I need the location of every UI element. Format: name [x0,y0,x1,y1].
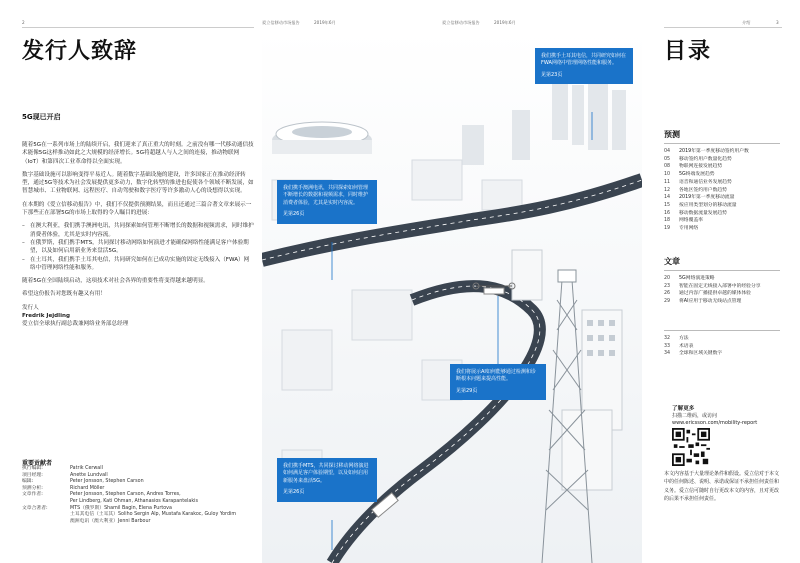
toc-forecast-n: 11 [664,179,671,185]
callout-ai-page: 见第29页 [456,387,478,394]
toc-article-row[interactable] [664,275,784,283]
toc-misc-n: 33 [664,343,671,349]
header-rule-left [22,27,254,28]
toc-forecast-t: 网络覆盖率 [679,218,703,224]
callout-russia-text: 我们携手MTS，共同探讨移动网络演进如何满足客户体验期望，以及如何启用新服务来盘活5G。 [283,463,369,484]
toc-forecast-t: 移动数据流量发展趋势 [679,210,727,216]
contributor-v: Anette Lundvall [70,472,108,478]
toc-forecast-n: 08 [664,164,671,170]
toc-articles-list [664,275,784,306]
toc-articles-rule [664,270,780,271]
toc-article-n: 29 [664,299,671,305]
contributor-k [22,499,70,506]
market-bullets [22,222,254,272]
contributor-row [22,473,270,480]
contributor-v: MTS（俄罗斯）Shamil Bagin, Elena Purtova [70,505,172,511]
paragraph-1: 随着5G在一系列市场上的陆续开启，我们迎来了真正重大的时刻。之前没有哪一代移动通信技术能像5G这样推动如此之大规模的经济增长。5G将超越人与人之间的连接，推动物联网（IoT）和第四次工业革命得以全面实现。 [22,142,254,165]
toc-article-t: 将AI应用于移动无线站点管理 [679,299,742,305]
contributor-v: Patrik Cerwall [70,466,103,471]
disclaimer-text: 本文内容基于大量理论条件和假设。爱立信对于本文中的任何陈述、说明、承诺或保证不承担任何责任和义务。爱立信可随时自行更改本文的内容，且对更改的后果不承担任何责任。 [664,471,780,502]
toc-articles-heading: 文章 [664,257,680,266]
contributor-k: 预测分析: [22,485,43,491]
toc-forecast-n: 15 [664,202,671,208]
toc-forecast-t: 2019年第一季度移动流量 [679,195,735,201]
right-report-name: 爱立信移动市场报告 [442,20,480,25]
contributor-v: Per Lindberg, Kati Ohman, Athanasios Karapantelakis [70,498,198,504]
wish-line: 希望这份报告对您既有趣又有用！ [22,291,106,298]
callout-connectors [262,30,642,563]
contributor-k: 编辑: [22,479,34,485]
page-title-contents: 目录 [664,39,713,64]
right-section-name: 介绍 [742,20,751,25]
contributor-k: 执行编辑: [22,466,43,471]
callout-russia-page: 见第26页 [283,489,305,496]
toc-forecast-rule [664,143,780,144]
bullet-russia: – 在俄罗斯，我们携手MTS，共同探讨移动网络如何演进才能确保网络性能满足客户体验期望，以及如何启用新业务来盘活5G。 [22,239,254,256]
toc-misc-row[interactable] [664,335,784,343]
contributor-k [22,512,70,519]
toc-forecast-n: 10 [664,172,671,178]
toc-forecast-t: 5G终端发展趋势 [679,172,715,178]
toc-forecast-row[interactable] [664,225,784,233]
toc-forecast-t: 物联网连接发展趋势 [679,164,723,170]
contributor-k: 项目经理: [22,472,43,478]
toc-misc-n: 32 [664,336,671,341]
toc-forecast-n: 16 [664,210,671,216]
toc-forecast-row[interactable] [664,210,784,218]
contributors-title: 重要贡献者 [22,460,53,467]
toc-article-row[interactable] [664,298,784,306]
toc-forecast-row[interactable] [664,202,784,210]
section-title-5g: 5G现已开启 [22,113,61,121]
header-rule-right [664,27,782,28]
contributor-k: 文章合著者: [22,505,48,511]
toc-forecast-row[interactable] [664,194,784,202]
toc-article-t: 智能在固定无线接入部署中的经验分享 [679,283,761,289]
toc-misc-t: 方法 [679,336,689,341]
publisher-label: 发行人 [22,304,39,311]
toc-forecast-t: 专用网络 [679,226,699,232]
learn-more-url[interactable]: www.ericsson.com/mobility-report [672,420,758,426]
letter-body [22,141,254,329]
left-report-name: 爱立信移动市场报告 [262,20,300,25]
toc-forecast-t: 各地区签约用户数趋势 [679,187,727,193]
contributor-k [22,519,70,526]
contributor-row [22,499,270,506]
learn-more-block [672,406,757,427]
toc-forecast-t: 语音和通信业务发展趋势 [679,179,732,185]
bullet-australia: – 在澳大利亚，我们携手澳洲电讯，共同探索如何管理不断增长的数据和视频需求，同时维护消费者体验，尤其是实时内容流。 [22,222,254,239]
toc-forecast-row[interactable] [664,171,784,179]
right-report-date: 2019年6月 [494,20,516,25]
toc-forecast-row[interactable] [664,179,784,187]
callout-turkey-text: 我们携手土耳其电信，共同研究如何在FWA网络中管理网络性能和服务。 [541,53,627,67]
contributor-k: 文章作者: [22,492,43,498]
callout-turkey-page: 见第23页 [541,71,563,78]
paragraph-2: 数字基础设施可以影响变得平易近人。随着数字基础设施的建设，许多国家正在推动经济转型，通过5G等技术为社会发展提供更多动力，数字化转型的推进也促使各个领域不断发展，如智慧城市、工业物联网、远程医疗、自动驾驶和数字医疗等许多激动人心的设想得以实现。 [22,171,254,195]
left-page-number: 2 [22,20,25,25]
toc-forecast-n: 18 [664,218,671,224]
toc-forecast-t: 移动签约用户数量化趋势 [679,156,732,162]
page-title-publisher: 发行人致辞 [22,39,138,64]
toc-misc-rule [664,330,780,331]
contributor-v: 澳洲电讯（澳大利亚）Jenni Barbour [70,518,151,524]
toc-article-t: 通过内容广播提供卓越的媒体体验 [679,291,751,297]
callout-ai-text: 我们将展示AI如何能够通过检测和诊断根本问题来提高性能。 [456,369,536,383]
toc-misc-n: 34 [664,351,671,357]
callout-australia-page: 见第26页 [283,211,305,218]
contributor-row [22,512,270,519]
contributor-row [22,479,270,486]
toc-article-n: 20 [664,276,671,281]
toc-forecast-row[interactable] [664,217,784,225]
toc-forecast-row[interactable] [664,148,784,156]
contributors-list [22,466,270,525]
toc-forecast-list [664,148,784,233]
publisher-name: Fredrik Jejdling [22,313,70,320]
toc-misc-row[interactable] [664,343,784,351]
city-illustration [262,30,642,563]
qr-code-icon[interactable] [672,428,710,466]
toc-forecast-heading: 预测 [664,130,680,139]
toc-forecast-row[interactable] [664,187,784,195]
right-page-number: 3 [776,20,779,25]
toc-forecast-n: 04 [664,149,671,154]
toc-forecast-n: 14 [664,195,671,201]
learn-more-text: 扫描二维码，或访问 [672,413,718,419]
contributor-row [22,492,270,499]
contributor-row [22,466,270,473]
learn-more-heading: 了解更多 [672,406,695,412]
closing-paragraph: 随着5G在全国陆续启动，这项技术对社会各界的重要性将变得越来越明显。 [22,278,209,285]
toc-article-row[interactable] [664,290,784,298]
bullet-turkey: – 在土耳其，我们携手土耳其电信，共同研究如何在已成功实施的固定无线接入（FWA）网络中管理网络性能和服务。 [22,256,254,273]
contributor-v: Peter Jonsson, Stephen Carson [70,479,144,485]
toc-misc-t: 全球和区域关键数字 [679,351,723,357]
contributor-v: Peter Jonsson, Stephen Carson, Andres Torres, [70,492,181,498]
toc-article-n: 23 [664,283,671,289]
toc-forecast-n: 05 [664,156,671,162]
toc-misc-t: 术语表 [679,343,694,349]
toc-forecast-n: 19 [664,226,671,232]
toc-forecast-t: 2019年第一季度移动签约用户数 [679,149,749,154]
paragraph-3: 在本期的《爱立信移动报告》中，我们不仅提供预测结果，而且还通过三篇合著文章来展示一下那些正在部署5G的市场上取得的令人瞩目的进展： [22,201,252,217]
callout-australia-text: 我们携手澳洲电讯，共同探索如何管理不断增长的数据和视频需求，同时维护消费者体验，尤其是实时内容流。 [283,185,369,206]
toc-misc-list [664,335,784,358]
publisher-role: 爱立信全球执行副总裁兼网络业务部总经理 [22,321,129,328]
toc-forecast-t: 按应用类型划分的移动流量 [679,202,737,208]
toc-forecast-row[interactable] [664,156,784,164]
left-report-date: 2019年6月 [314,20,336,25]
toc-misc-row[interactable] [664,350,784,358]
contributor-row [22,519,270,526]
toc-article-t: 5G网络演进策略 [679,276,715,281]
toc-article-n: 26 [664,291,671,297]
toc-article-row[interactable] [664,283,784,291]
toc-forecast-n: 12 [664,187,671,193]
contributor-v: Richard Möller [70,485,105,491]
contributor-v: 土耳其电信（土耳其）Soliho Sergin Alp, Mustafa Karakoc, Guloy Yordim [70,512,236,518]
toc-forecast-row[interactable] [664,163,784,171]
